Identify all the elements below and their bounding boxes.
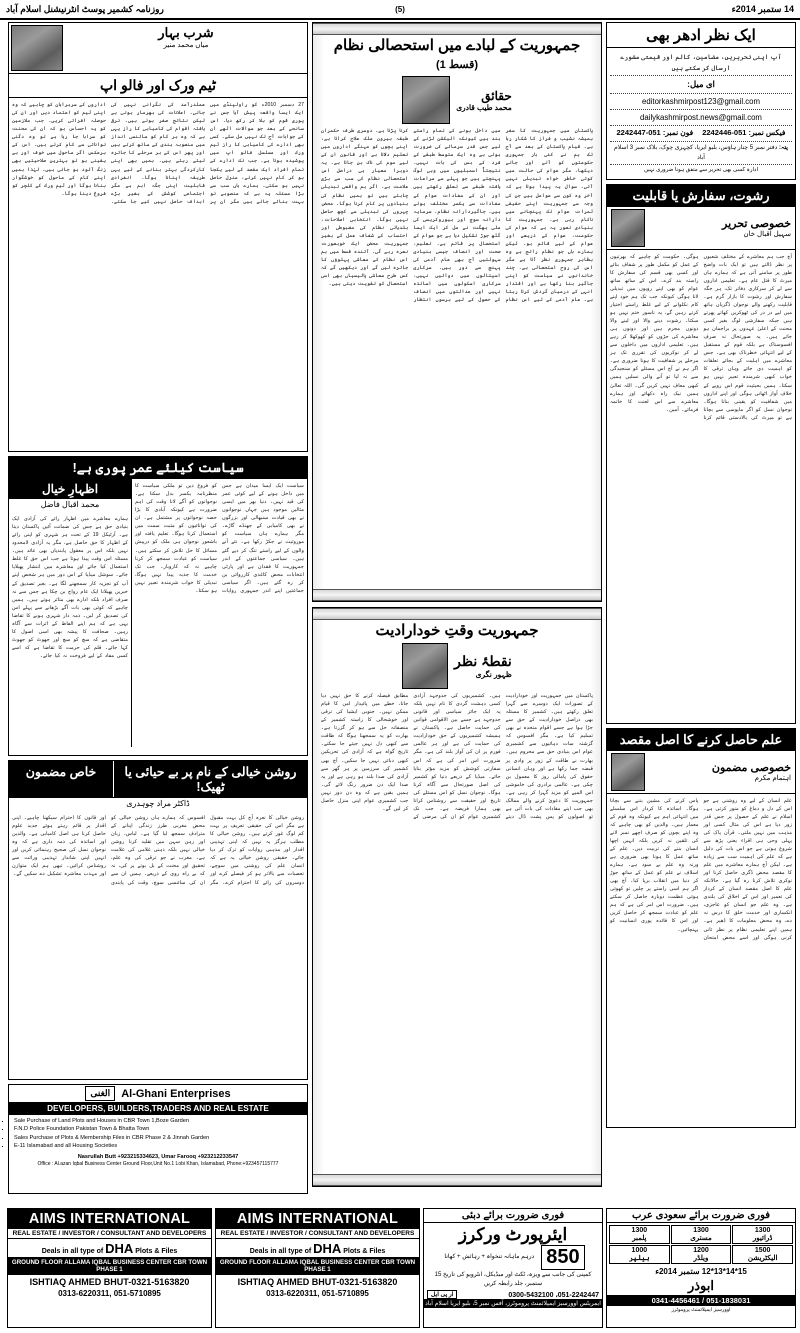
address-label: پتہ: bbox=[778, 144, 788, 151]
article-rishwat bbox=[606, 184, 796, 724]
column-left bbox=[8, 22, 308, 1202]
article-roshan-khayali bbox=[8, 760, 308, 1080]
ad-airport-workers[interactable] bbox=[423, 1208, 603, 1328]
email-label: ای میل: bbox=[610, 76, 792, 93]
aims-dha-post: Plots & Files bbox=[135, 1248, 178, 1255]
saudi-label: ویلڈر bbox=[693, 1255, 709, 1262]
aims-subtitle: REAL ESTATE / INVESTOR / CONSULTANT AND DEVELOPERS bbox=[216, 1229, 419, 1239]
alghani-contact: Nasrullah Butt +923215334623, Umar Farooq +923212233547 bbox=[77, 1153, 239, 1160]
saudi-label: مستری bbox=[690, 1235, 712, 1242]
article-jamhooriat-1-body: پاکستان میں جمہوریت کا سفر ہمیشہ نشیب و فراز کا شکار رہا ہے۔ قیام پاکستان کے بعد سے آج تک ہم نے کئی بار جمہوری حکومتوں کو آتے اور جاتے دیکھا، مگر عوام کی حالت میں کوئی خاطر خواہ تبدیلی نہیں آئی۔ سوال یہ پیدا ہوتا ہے کہ آخر وہ کون سے عوامل ہیں جن کی وجہ سے جمہوریت اپنے حقیقی ثمرات عوام تک پہنچانے میں ناکام رہی ہے۔ جمہوریت کا بنیادی تصور یہ ہے کہ عوام کی حکومت، عوام کے ذریعے اور عوام کے لیے قائم ہو۔ لیکن ہمارے ہاں جو نظام رائج ہے وہ بظاہر جمہوری نظر آتا ہے مگر اس کی روح استحصالی ہے۔ چند خاندانوں نے سیاست کو اپنی جاگیر بنا رکھا ہے اور اقتدار انہی کے درمیان گردش کرتا رہتا ہے۔ عام آدمی کے لیے اس نظام میں داخل ہونے کے تمام راستے بند ہیں کیونکہ الیکشن لڑنے کے لیے جس قدر سرمائے کی ضرورت ہوتی ہے وہ ایک متوسط طبقے کے فرد کے بس کی بات نہیں۔ نتیجتاً اسمبلیوں میں وہی لوگ پہنچتے ہیں جو پہلے سے مراعات یافتہ طبقے سے تعلق رکھتے ہیں اور ان کے مفادات عوام کے مفادات سے یکسر مختلف ہوتے ہیں۔ جاگیردارانہ نظام، سرمایہ دارانہ سوچ اور بیوروکریسی کی ملی بھگت نے مل کر ایک ایسا گٹھ جوڑ تشکیل دیا ہے جو عوام کے استحصال پر قائم ہے۔ تعلیم، صحت اور انصاف جیسی بنیادی سہولتیں آج بھی عام آدمی کی پہنچ سے دور ہیں۔ سرکاری اسپتالوں میں دوائیں نہیں، سرکاری اسکولوں میں اساتذہ نہیں اور عدالتوں میں انصاف کے حصول کے لیے برسوں انتظار کرنا پڑتا ہے۔ دوسری طرف حکمران طبقہ بیرون ملک علاج کراتا ہے، اپنے بچوں کو مہنگے اداروں میں تعلیم دلاتا ہے اور قانون ان کے لیے موم کی ناک بن جاتا ہے۔ یہ دوہرا معیار ہی دراصل اس استحصالی نظام کی سب سے بڑی علامت ہے۔ اگر ہم واقعی تبدیلی چاہتے ہیں تو ہمیں نظام کی بنیادوں پر کام کرنا ہوگا۔ محض چہروں کی تبدیلی سے کچھ حاصل نہیں ہوگا۔ انتخابی اصلاحات، بلدیاتی نظام کی مضبوطی اور احتساب کے شفاف عمل کے بغیر جمہوریت محض ایک خوبصورت نعرہ رہے گی۔ آئندہ قسط میں ہم اس نظام کے معاشی پہلوؤں کا جائزہ لیں گے اور دیکھیں گے کہ کس طرح معاشی پالیسیاں بھی اسی استحصال کو تقویت دیتی ہیں۔ bbox=[321, 128, 593, 304]
article-ilm-body: علم انسان کے لیے وہ روشنی ہے جو اس کے دل و دماغ کو منور کرتی ہے۔ اسلام نے علم کے حصول پر جس قدر زور دیا ہے اس کی مثال کسی اور مذہب میں نہیں ملتی۔ قرآن پاک کی پہلی وحی ہی اقراء یعنی پڑھ سے شروع ہوتی ہے جو اس بات کی دلیل ہے کہ علم کی اہمیت سب سے زیادہ ہے۔ لیکن آج ہمارے معاشرے میں علم کا مقصد محض ڈگری حاصل کرنا اور نوکری تلاش کرنا رہ گیا ہے۔ حالانکہ علم کا اصل مقصد انسان کے کردار کی تعمیر اور اس کے اخلاق کی بلندی ہے۔ وہ علم جو انسان کو عاجزی، انکساری اور خدمت خلق کا درس نہ دے، وہ محض معلومات کا ڈھیر ہے۔ ہمیں اپنے تعلیمی نظام پر نظر ثانی کرنی ہوگی اور اسے محض امتحان پاس کرنے کی مشین بننے سے بچانا ہوگا۔ اساتذہ کا کردار اس سلسلے میں انتہائی اہم ہے کیونکہ وہ قوم کے معمار ہیں۔ والدین کو بھی چاہیے کہ وہ اپنے بچوں کو صرف اچھے نمبر لانے کی تلقین نہ کریں بلکہ انہیں اچھا انسان بننے کی تربیت دیں۔ علم کے ساتھ عمل کا ہونا بھی ضروری ہے ورنہ وہ علم بے سود ہے۔ ہمارے اسلاف نے علم کو عمل کے ساتھ جوڑ کر دنیا میں انقلاب برپا کیا۔ آج بھی اگر ہم اسی راستے پر چلیں تو کھوئی ہوئی عظمت دوبارہ حاصل کر سکتے ہیں۔ ضرورت اس امر کی ہے کہ ہم علم کو عبادت سمجھ کر حاصل کریں اور اس کا فائدہ پوری انسانیت کو پہنچائیں۔ bbox=[610, 797, 792, 941]
airport-amount: 850 bbox=[541, 1245, 584, 1270]
article-ilm-kicker: خصوصی مضمون bbox=[711, 762, 791, 774]
article-izhar-title: اظہارِ خیال bbox=[9, 479, 131, 499]
address-value: دفتر نمبر 5 چنار ہاؤس، بلیو ایریا، کچہری چوک، بلاک نمبر 3 اسلام آباد bbox=[614, 144, 778, 161]
aims-dha-pre: Deals in all type of bbox=[249, 1248, 312, 1255]
aims-dha: DHA bbox=[313, 1241, 342, 1256]
aims-dha-post: Plots & Files bbox=[343, 1248, 386, 1255]
saudi-label: الیکٹریشن bbox=[747, 1255, 778, 1262]
article-rishwat-kicker: خصوصی تحریر bbox=[722, 218, 791, 230]
airport-header: فوری ضرورت برائے دبئی bbox=[424, 1209, 602, 1223]
contact-box-title: ایک نظر ادھر بھی bbox=[607, 23, 795, 48]
author-photo bbox=[402, 76, 450, 124]
article-ilm-title: علم حاصل کرنے کا اصل مقصد bbox=[607, 729, 795, 751]
article-ilm-author: اہتمام مکرم bbox=[754, 775, 791, 782]
aims-title: AIMS INTERNATIONAL bbox=[8, 1209, 211, 1229]
contact-note: ادارہ کسی بھی تحریر سے متفق ہونا ضروری نہیں bbox=[643, 167, 759, 174]
aims-dha-pre: Deals in all type of bbox=[41, 1248, 104, 1255]
article-roshan-title: روشن خیالی کے نام پر بے حیائی یا ٹھیک! bbox=[114, 761, 307, 797]
fax-number: 051-2242446 bbox=[702, 128, 747, 138]
article-izhar-author: محمد اقبال فاضل bbox=[40, 500, 100, 509]
column-body: 27 دسمبر 2010ء کو راولپنڈی میں ایک ایسا واقعہ پیش آیا جس نے پوری قوم کو ہلا کر رکھ دیا۔ اس سانحے کے بعد جو سوالات اٹھے ان کے جوابات آج تک نہیں مل سکے۔ کسی بھی ادارے کی کامیابی کا راز ٹیم ورک اور مسلسل فالو اپ میں پوشیدہ ہوتا ہے۔ جب تک ادارے کے تمام افراد ایک مقصد کے لیے یکجا ہو کر کام نہیں کرتے، منزل حاصل نہیں ہو سکتی۔ ہمارے ہاں سب سے بڑا مسئلہ یہ ہے کہ منصوبے تو بہت بنائے جاتے ہیں مگر ان پر عملدرآمد کی نگرانی نہیں کی جاتی۔ اعلانات کی بھرمار ہوتی ہے لیکن نتائج صفر ہوتے ہیں۔ ترقی یافتہ اقوام کی کامیابی کا راز یہی ہے کہ وہ ہر کام کو سائنسی انداز میں منصوبہ بندی کے ساتھ کرتے ہیں اور پھر اس کے ہر مرحلے کا جائزہ لیتے رہتے ہیں۔ ہمیں بھی اپنی کارکردگی بہتر بنانے کے لیے یہی طریقہ اپنانا ہوگا۔ انفرادی قابلیت اپنی جگہ اہم ہے مگر اجتماعی کوشش کے بغیر بڑے اہداف حاصل نہیں کیے جا سکتے۔ اداروں کے سربراہان کو چاہیے کہ وہ اپنی ٹیم کو اعتماد دیں اور ان کی حوصلہ افزائی کریں۔ جب ملازمین کو یہ احساس ہو کہ ان کی محنت کو سراہا جا رہا ہے تو وہ دگنی توانائی سے کام کرتے ہیں۔ اس کے برعکس اگر ماحول میں خوف اور بے یقینی ہو تو بہترین صلاحیتیں بھی زنگ آلود ہو جاتی ہیں۔ لہٰذا ہمیں اپنے کام کے ماحول کو خوشگوار بنانا ہوگا اور ٹیم ورک کے کلچر کو فروغ دینا ہوگا۔ bbox=[12, 102, 304, 205]
article-jamhooriat-1 bbox=[312, 22, 602, 602]
email-1[interactable]: editorkashmirpost123@gmail.com bbox=[610, 94, 792, 110]
airport-footer: ایمریٹس اوورسیز ایمپلائمنٹ پروموٹرز، آفس نمبر 5، بلیو ایریا اسلام آباد bbox=[425, 1301, 601, 1307]
saudi-price: 1300 bbox=[754, 1227, 771, 1234]
saudi-dates: 15*14*13*12 ستمبر 2014ء bbox=[655, 1267, 747, 1276]
author-photo bbox=[611, 753, 645, 791]
article-ilm bbox=[606, 728, 796, 1128]
alghani-tagline: DEVELOPERS, BUILDERS,TRADERS AND REAL ESTATE bbox=[9, 1102, 307, 1115]
ad-aims-international-left[interactable] bbox=[7, 1208, 212, 1328]
article-rishwat-title: رشوت، سفارش یا قابلیت bbox=[607, 185, 795, 207]
article-jamhooriat-2-title: جمہوریت وقتِ خودارادیت bbox=[375, 622, 539, 639]
author-photo bbox=[11, 25, 63, 71]
alghani-bullet: ▪ Sale Purchase of Land Plots and Houses in CBR Town 1,Boze Garden bbox=[11, 1117, 297, 1125]
column-title: شرب بہار bbox=[158, 25, 214, 40]
saudi-label: ہیلپر bbox=[629, 1255, 650, 1262]
aims-phone-2[interactable]: 0313-6220311, 051-5710895 bbox=[266, 1289, 369, 1298]
saudi-footer: اوورسیز ایمپلائمنٹ پروموٹرز bbox=[671, 1307, 731, 1313]
airport-amount-note: درہم ماہانہ تنخواہ + رہائش + کھانا bbox=[444, 1254, 535, 1260]
airport-phone[interactable]: 051-2242447، 0300-5432100 bbox=[508, 1291, 599, 1299]
saudi-price: 1500 bbox=[754, 1247, 771, 1254]
alghani-bullet: ▪ Sales Purchase of Plots & Membership Files in CBR Phase 2 & Jinnah Garden bbox=[11, 1134, 297, 1142]
saudi-price: 1000 bbox=[631, 1247, 648, 1254]
page-body bbox=[4, 22, 796, 1202]
fax-label: فیکس نمبر: bbox=[748, 128, 786, 138]
alghani-address: Office : Al.azan Iqbal Business Center Ground Floor,Unit No.1 Lobi Khan, Islamabad, Phone:+923457115777 bbox=[37, 1160, 279, 1167]
alghani-bullet: ▪ F.N.D Police Foundation Pakistan Town & Bhatta Town bbox=[11, 1125, 297, 1133]
article-roshan-kicker: خاص مضمون bbox=[9, 761, 114, 797]
article-izhar-body: ہمارے معاشرے میں اظہار رائے کی آزادی ایک بنیادی حق ہے جس کی ضمانت آئین پاکستان دیتا ہے۔ آرٹیکل 19 کے تحت ہر شہری کو اپنی رائے کے اظہار کا حق حاصل ہے، مگر یہ آزادی لامحدود نہیں بلکہ اس پر معقول پابندیاں بھی عائد ہیں۔ مسئلہ اس وقت پیدا ہوتا ہے جب اس حق کا غلط استعمال کیا جائے اور معاشرے میں انتشار پھیلایا جائے۔ سوشل میڈیا کے اس دور میں ہر شخص اپنے آپ کو تجزیہ کار سمجھنے لگا ہے۔ بغیر تصدیق کے خبریں پھیلانا ایک عام رواج بن چکا ہے جس سے نہ صرف افراد بلکہ ادارے بھی متاثر ہوتے ہیں۔ ہمیں چاہیے کہ کوئی بھی بات آگے بڑھانے سے پہلے اس کی تصدیق کر لیں۔ ذمہ دار شہری ہونے کا تقاضا یہی ہے کہ ہم اپنے الفاظ کے اثرات سے آگاہ رہیں۔ صحافت کا پیشہ بھی اسی اصول کا متقاضی ہے کہ سچ کو سچ اور جھوٹ کو جھوٹ کہا جائے۔ قلم کی حرمت کا تقاضا ہے کہ اسے کسی مفاد کے لیے فروخت نہ کیا جائے۔ bbox=[11, 516, 128, 660]
article-rishwat-author: سہیل اقبال خان bbox=[743, 231, 791, 238]
saudi-brand: ابوذر bbox=[687, 1278, 714, 1293]
email-2[interactable]: dailykashmirpost.news@gmail.com bbox=[610, 110, 792, 126]
masthead-date: 14 ستمبر 2014ء bbox=[731, 3, 794, 14]
article-jamhooriat-2 bbox=[312, 607, 602, 1187]
article-jamhooriat-2-kicker: نقطۂ نظر bbox=[454, 653, 512, 669]
ad-aims-international-right[interactable] bbox=[215, 1208, 420, 1328]
phone-number: 051-2242447 bbox=[616, 128, 661, 138]
article-jamhooriat-1-kicker: حقائق bbox=[481, 88, 512, 103]
bottom-ads bbox=[4, 1208, 796, 1328]
alghani-company: Al-Ghani Enterprises bbox=[121, 1087, 231, 1100]
ad-alghani[interactable] bbox=[8, 1084, 308, 1194]
article-roshan-author: ڈاکٹر مراد چوہدری bbox=[126, 799, 190, 808]
article-roshan-body: روشن خیالی کا نعرہ آج کل بہت مقبول ہے مگر اس کی حقیقی تعریف پر بہت کم لوگ غور کرتے ہیں۔ روشن خیالی کا مطلب ہرگز یہ نہیں کہ اپنی تہذیبی اقدار اور مذہبی روایات کو ترک کر دیا جائے۔ حقیقی روشن خیالی یہ ہے کہ انسان علم کی روشنی میں سوچے، تعصبات سے بالاتر ہو کر فیصلے کرے اور دوسروں کی رائے کا احترام کرے۔ مگر افسوس کہ ہمارے ہاں روشن خیالی کو محض مغربی طرز زندگی اپنانے کے مترادف سمجھ لیا گیا ہے۔ لباس، زبان اور رہن سہن میں تقلید کرنا روشن خیالی نہیں بلکہ ذہنی غلامی کی علامت ہے۔ مغرب نے جو ترقی کی وہ علم، تحقیق اور محنت کے بل بوتے پر کی، نہ کہ بے راہ روی کے ذریعے۔ ہمیں ان سے ان کی سائنسی سوچ، وقت کی پابندی اور قانون کا احترام سیکھنا چاہیے۔ اپنی اقدار پر قائم رہتے ہوئے جدید علوم حاصل کرنا ہی اصل کامیابی ہے۔ والدین اور اساتذہ کی ذمہ داری ہے کہ وہ نوجوان نسل کی صحیح رہنمائی کریں اور انہیں اپنی شاندار تہذیبی وراثت سے روشناس کرائیں۔ تبھی ہم ایک متوازن اور مہذب معاشرہ تشکیل دے سکیں گے۔ bbox=[11, 815, 304, 886]
alghani-logo: الغنی bbox=[85, 1086, 115, 1101]
column-sharb-bahar bbox=[8, 22, 308, 452]
author-photo bbox=[611, 209, 645, 247]
title-text: جمہوریت کے لبادے میں استحصالی نظام bbox=[333, 37, 581, 54]
contact-box bbox=[606, 22, 796, 180]
aims-address: GROUND FLOOR ALLAMA IQBAL BUSINESS CENTER CBR TOWN PHASE 1 bbox=[8, 1257, 211, 1275]
article-rishwat-body: آج جب ہم معاشرے کے مختلف شعبوں پر نظر ڈالتے ہیں تو ایک بات واضح طور پر سامنے آتی ہے کہ ہمارے ہاں میرٹ کا قتل عام ہے۔ تعلیمی اداروں سے لے کر سرکاری دفاتر تک، ہر جگہ سفارش اور رشوت کا بازار گرم ہے۔ قابلیت رکھنے والے نوجوان ڈگریاں ہاتھ میں لیے در در کی ٹھوکریں کھاتے پھرتے ہیں جبکہ سفارشی لوگ بغیر کسی محنت کے اعلیٰ عہدوں پر براجمان ہو جاتے ہیں۔ یہ صورتحال نہ صرف افسوسناک ہے بلکہ قوم کے مستقبل کے لیے انتہائی خطرناک بھی ہے۔ جس معاشرے میں اہلیت کے بجائے تعلقات کو اہمیت دی جائے وہاں ترقی کا خواب کبھی شرمندہ تعبیر نہیں ہو سکتا۔ ہمیں بحیثیت قوم اس رویے کے خلاف آواز اٹھانی ہوگی اور اپنے اداروں میں شفافیت کو یقینی بنانا ہوگا۔ نوجوان نسل کو اگر مایوسی سے بچانا ہے تو میرٹ کی بالادستی قائم کرنا ہوگی۔ حکومت کو چاہیے کہ بھرتیوں کے عمل کو مکمل طور پر شفاف بنائے اور کسی بھی قسم کی سفارش کا راستہ بند کرے۔ اس کے ساتھ ساتھ عوام کو بھی اپنے رویوں میں تبدیلی لانا ہوگی کیونکہ جب تک ہم خود اپنے کام نکلوانے کے لیے غلط راستے اختیار کرتے رہیں گے، یہ ناسور ختم نہیں ہو سکتا۔ رشوت دینے والا اور لینے والا دونوں مجرم ہیں اور دونوں ہی معاشرے کی جڑوں کو کھوکھلا کر رہے ہیں۔ تعلیمی اداروں میں داخلوں سے لے کر نوکریوں کی تقرری تک ہر مرحلے پر شفافیت کا ہونا ضروری ہے۔ اگر ہم نے آج اس مسئلے کو سنجیدگی سے نہ لیا تو آنے والی نسلیں ہمیں کبھی معاف نہیں کریں گی۔ اللہ تعالیٰ ہمیں نیک راہ دکھائے اور ہمارے معاشرے سے اس لعنت کا خاتمہ فرمائے۔ آمین۔ bbox=[610, 253, 792, 421]
airport-license: آر پی ایل bbox=[427, 1290, 457, 1299]
masthead-paper-name: روزنامہ کشمیر پوسٹ انٹرنیشنل اسلام آباد bbox=[6, 3, 164, 14]
masthead-page-number: (5) bbox=[395, 4, 405, 14]
aims-subtitle: REAL ESTATE / INVESTOR / CONSULTANT AND DEVELOPERS bbox=[8, 1229, 211, 1239]
article-siyasat-title: سیاست کیلئے عمر پوری ہے! bbox=[9, 457, 307, 479]
author-photo bbox=[402, 643, 448, 689]
article-siyasat-body: سیاست ایک ایسا میدان ہے جس میں داخل ہونے کے لیے کوئی عمر کی قید نہیں۔ دنیا بھر میں ایسی مثالیں موجود ہیں جہاں نوجوانوں نے بھی قیادت سنبھالی اور بزرگوں نے بھی کامیابی کے جھنڈے گاڑے۔ مگر ہمارے ہاں سیاست کو موروثیت نے جکڑ رکھا ہے۔ نئے آنے والوں کے لیے راستے تنگ کر دیے گئے ہیں۔ سیاسی جماعتوں کے اندر جمہوریت کا فقدان ہے اور پارٹی انتخابات محض کاغذی کارروائی بن کر رہ گئے ہیں۔ اگر سیاسی جماعتیں اپنے اندر جمہوری روایات کو فروغ دیں تو ملکی سیاست کا منظرنامہ یکسر بدل سکتا ہے۔ نوجوانوں کو آگے لانا وقت کی اہم ضرورت ہے کیونکہ آبادی کا بڑا حصہ نوجوانوں پر مشتمل ہے۔ ان کی توانائیوں کو مثبت سمت میں استعمال کرنا ہوگا۔ تعلیم یافتہ اور باشعور نوجوان ہی ملک کو درپیش مسائل کا حل تلاش کر سکتے ہیں۔ سیاست کو عبادت سمجھ کر کرنا چاہیے نہ کہ کاروبار۔ جب تک خدمت کا جذبہ پیدا نہیں ہوگا، تبدیلی کا خواب شرمندہ تعبیر نہیں ہو سکتا۔ bbox=[135, 483, 304, 594]
column-heading: ٹیم ورک اور فالو اپ bbox=[9, 74, 307, 98]
saudi-price: 1300 bbox=[631, 1227, 648, 1234]
phone-label: فون نمبر: bbox=[662, 128, 694, 138]
saudi-price: 1300 bbox=[693, 1227, 709, 1234]
saudi-label: ڈرائیور bbox=[752, 1235, 773, 1242]
contact-intro: آپ اپنی تحریریں، مضامین، کالم اور قیمتی مشورے ارسال کر سکتے ہیں bbox=[610, 51, 792, 76]
airport-brand: ایئرپورٹ ورکرز bbox=[458, 1225, 568, 1244]
aims-phone[interactable]: ISHTIAQ AHMED BHUT-0321-5163820 bbox=[29, 1277, 190, 1287]
aims-phone[interactable]: ISHTIAQ AHMED BHUT-0321-5163820 bbox=[237, 1277, 398, 1287]
saudi-label: پلمبر bbox=[632, 1235, 647, 1242]
aims-dha: DHA bbox=[105, 1241, 134, 1256]
airport-details: کمپنی کی جانب سے ویزہ، ٹکٹ اور میڈیکل، انٹرویو کی تاریخ 15 ستمبر، جلد رابطہ کریں bbox=[434, 1272, 592, 1287]
saudi-header: فوری ضرورت برائے سعودی عرب bbox=[607, 1209, 795, 1223]
saudi-price: 1200 bbox=[693, 1247, 709, 1254]
title-part: (قسط 1) bbox=[435, 59, 479, 71]
ad-saudi-arabia[interactable] bbox=[606, 1208, 796, 1328]
column-middle bbox=[312, 22, 602, 1202]
article-jamhooriat-2-body: پاکستان میں جمہوریت اور خودارادیت کے تصورات ایک دوسرے سے گہرا تعلق رکھتے ہیں۔ کشمیر کا مسئلہ بھی دراصل خودارادیت کے حق سے جڑا ہوا ہے جسے اقوام متحدہ نے بھی تسلیم کیا ہے۔ مگر افسوس کہ گزشتہ سات دہائیوں سے کشمیری عوام اس بنیادی حق سے محروم ہیں۔ بھارت نے طاقت کے زور پر وادی پر قبضہ جما رکھا ہے اور وہاں انسانی حقوق کی پامالی روز کا معمول بن چکی ہے۔ عالمی برادری کی خاموشی اس المیے کو مزید گہرا کر رہی ہے۔ جمہوریت کا دعویٰ کرنے والے ممالک بھی جب اپنے مفادات کی بات آتی ہے تو اصولوں کو پس پشت ڈال دیتے ہیں۔ کشمیریوں کی جدوجہد آزادی کسی دہشت گردی کا نام نہیں بلکہ یہ ایک جائز سیاسی اور قانونی جدوجہد ہے جسے بین الاقوامی قوانین کی حمایت حاصل ہے۔ پاکستان نے ہمیشہ کشمیریوں کے حق خودارادیت کی حمایت کی ہے اور ہر عالمی فورم پر ان کی آواز بلند کی ہے۔ مگر ضرورت اس امر کی ہے کہ اس سفارتی کوشش کو مزید مؤثر بنایا جائے۔ میڈیا کے ذریعے دنیا کو کشمیر کی اصل صورتحال سے آگاہ کرنا ہوگا۔ نوجوان نسل کو اس مسئلے کی تاریخ اور حقیقت سے روشناس کرانا بھی ہمارا فریضہ ہے۔ جب تک کشمیری عوام کو ان کی مرضی کے مطابق فیصلہ کرنے کا حق نہیں دیا جاتا، خطے میں پائیدار امن کا قیام ممکن نہیں۔ جنوبی ایشیا کی ترقی اور خوشحالی کا راستہ کشمیر کے منصفانہ حل سے ہو کر گزرتا ہے۔ بھارت کو یہ سمجھنا ہوگا کہ طاقت سے کبھی دل نہیں جیتے جا سکتے۔ تاریخ گواہ ہے کہ آزادی کی تحریکیں کبھی دبائی نہیں جا سکیں۔ آج بھی کشمیر کی سرزمین پر ہر گھر سے آزادی کی صدا بلند ہو رہی ہے اور یہ صدا ایک دن ضرور رنگ لائے گی۔ ہمیں یقین ہے کہ وہ دن دور نہیں جب کشمیری عوام اپنی منزل حاصل کر لیں گے۔ bbox=[321, 693, 593, 820]
column-author: میاں محمد منیر bbox=[163, 42, 209, 49]
saudi-phone[interactable]: 0341-4456461 / 051-1838031 bbox=[607, 1295, 795, 1306]
article-jamhooriat-1-author: محمد طیب قادری bbox=[456, 102, 512, 112]
aims-phone-2[interactable]: 0313-6220311, 051-5710895 bbox=[58, 1289, 161, 1298]
aims-title: AIMS INTERNATIONAL bbox=[216, 1209, 419, 1229]
aims-address: GROUND FLOOR ALLAMA IQBAL BUSINESS CENTER CBR TOWN PHASE 1 bbox=[216, 1257, 419, 1275]
alghani-bullet: ▪ E-11 Islamabad and all Housing Societies bbox=[11, 1142, 297, 1150]
article-jamhooriat-2-author: ظہور نگری bbox=[475, 670, 512, 679]
article-jamhooriat-1-title bbox=[321, 37, 593, 73]
article-siyasat bbox=[8, 456, 308, 756]
column-right bbox=[606, 22, 796, 1202]
saudi-price-grid bbox=[607, 1223, 795, 1266]
masthead bbox=[0, 0, 800, 20]
